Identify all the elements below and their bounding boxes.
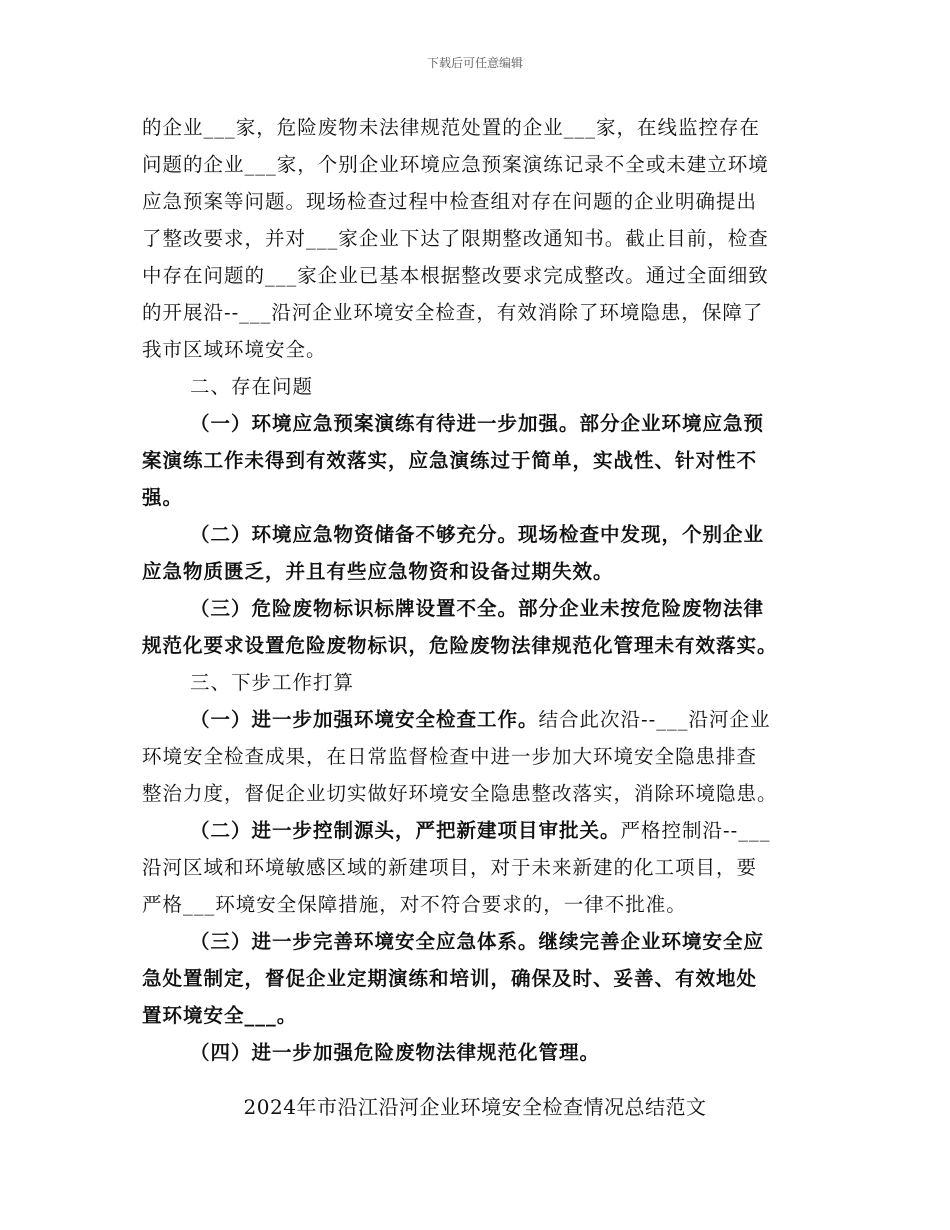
document-title: 2024年市沿江沿河企业环境安全检查情况总结范文 [243,1095,707,1119]
plan-line: 环境安全检查成果，在日常监督检查中进一步加大环境安全隐患排查 [142,745,758,768]
plan-line: （四）进一步加强危险废物法律规范化管理。 [190,1041,601,1064]
issue-line: （二）环境应急物资储备不够充分。现场检查中发现，个别企业 [190,523,765,546]
plan-line: （三）进一步完善环境安全应急体系。继续完善企业环境安全应 [190,930,765,953]
plan-text: 结合此次沿--___沿河企业 [538,708,771,731]
plan-lead: （一）进一步加强环境安全检查工作。 [190,708,539,731]
plan-line: 急处置制定，督促企业定期演练和培训，确保及时、妥善、有效地处 [142,967,758,990]
body-line: 了整改要求，并对___家企业下达了限期整改通知书。截止目前，检查 [142,227,769,250]
issue-line: 应急物质匮乏，并且有些应急物资和设备过期失效。 [142,560,614,583]
issue-line: 案演练工作未得到有效落实，应急演练过于简单，实战性、针对性不 [142,449,758,472]
body-line: 中存在问题的___家企业已基本根据整改要求完成整改。通过全面细致 [142,264,769,287]
issue-line: （一）环境应急预案演练有待进一步加强。部分企业环境应急预 [190,412,765,435]
plan-text: 严格控制沿--___ [620,819,771,842]
section-heading: 二、存在问题 [190,375,314,398]
plan-line: 严格___环境安全保障措施，对不符合要求的，一律不批准。 [142,893,687,916]
body-line: 的开展沿--___沿河企业环境安全检查，有效消除了环境隐患，保障了 [142,301,764,324]
section-heading: 三、下步工作打算 [190,671,355,694]
plan-line [190,708,770,732]
plan-lead: （二）进一步控制源头，严把新建项目审批关。 [190,819,621,842]
body-line: 应急预案等问题。现场检查过程中检查组对存在问题的企业明确提出 [142,190,758,213]
plan-line: 整治力度，督促企业切实做好环境安全隐患整改落实，消除环境隐患。 [142,782,778,805]
body-line: 问题的企业___家，个别企业环境应急预案演练记录不全或未建立环境 [142,153,769,176]
plan-line: 置环境安全___。 [142,1004,298,1027]
issue-line: 强。 [142,486,184,509]
plan-line: 沿河区域和环境敏感区域的新建项目，对于未来新建的化工项目，要 [142,856,758,879]
issue-line: 规范化要求设置危险废物标识，危险废物法律规范化管理未有效落实。 [142,634,778,657]
issue-line: （三）危险废物标识标牌设置不全。部分企业未按危险废物法律 [190,597,765,620]
plan-line [190,819,770,843]
body-line: 我市区域环境安全。 [142,338,327,361]
body-line: 的企业___家，危险废物未法律规范处置的企业___家，在线监控存在 [142,116,761,139]
page-header: 下载后可任意编辑 [426,56,523,70]
